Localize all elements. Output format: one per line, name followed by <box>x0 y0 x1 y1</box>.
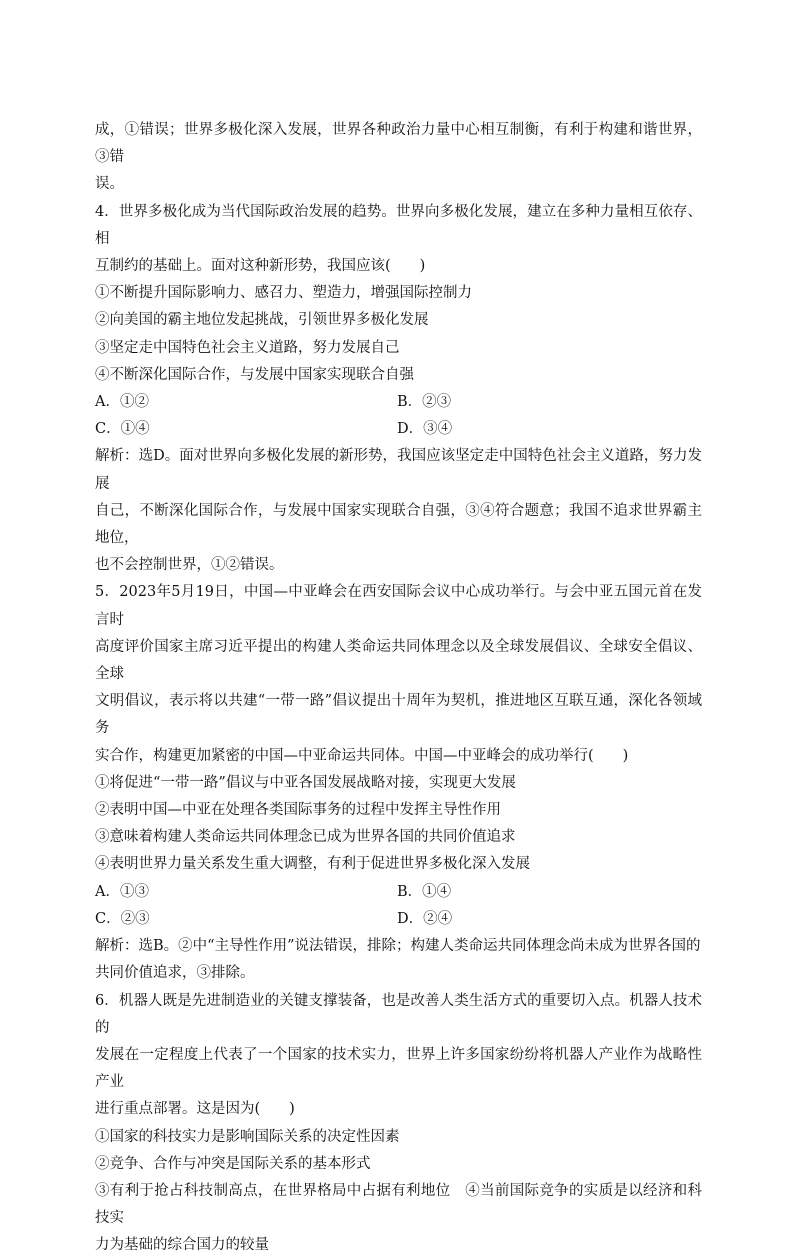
text-line: 互制约的基础上。面对这种新形势，我国应该( ) <box>95 258 426 275</box>
text-paragraph <box>95 307 702 334</box>
text-line: ②表明中国—中亚在处理各类国际事务的过程中发挥主导性作用 <box>95 802 501 819</box>
text-line: 实合作，构建更加紧密的中国—中亚命运共同体。中国—中亚峰会的成功举行( ) <box>95 747 629 764</box>
text-line: 也不会控制世界，①②错误。 <box>95 557 284 574</box>
text-line: 自己，不断深化国际合作，与发展中国家实现联合自强，③④符合题意；我国不追求世界霸主地位， <box>95 502 702 547</box>
answer-option: A．①② <box>95 394 149 411</box>
text-line: 解析：选D。面对世界向多极化发展的新形势，我国应该坚定走中国特色社会主义道路，努力发展 <box>95 448 702 492</box>
text-paragraph <box>95 362 702 389</box>
text-paragraph <box>95 443 702 579</box>
text-line: 解析：选B。②中“主导性作用”说法错误，排除；构建人类命运共同体理念尚未成为世界各国的 <box>95 938 701 955</box>
text-line: ③意味着构建人类命运共同体理念已成为世界各国的共同价值追求 <box>95 829 516 846</box>
text-paragraph <box>95 797 702 824</box>
text-line: 5．2023年5月19日，中国—中亚峰会在西安国际会议中心成功举行。与会中亚五国元首在发言时 <box>95 584 702 628</box>
text-paragraph <box>95 117 702 199</box>
text-line: 4．世界多极化成为当代国际政治发展的趋势。世界向多极化发展，建立在多种力量相互依存、相 <box>95 203 702 247</box>
text-line: ①不断提升国际影响力、感召力、塑造力，增强国际控制力 <box>95 285 472 302</box>
text-paragraph <box>95 851 702 878</box>
text-line: ④表明世界力量关系发生重大调整，有利于促进世界多极化深入发展 <box>95 856 530 873</box>
text-line: 误。 <box>95 176 124 193</box>
answer-options-row <box>95 879 702 906</box>
text-line: ③坚定走中国特色社会主义道路，努力发展自己 <box>95 339 400 356</box>
text-line: ②向美国的霸主地位发起挑战，引领世界多极化发展 <box>95 312 429 329</box>
text-line: 进行重点部署。这是因为( ) <box>95 1101 295 1118</box>
text-line: ②竞争、合作与冲突是国际关系的基本形式 <box>95 1155 371 1172</box>
text-line: 共同价值追求，③排除。 <box>95 965 255 982</box>
text-paragraph <box>95 824 702 851</box>
text-paragraph <box>95 280 702 307</box>
text-paragraph <box>95 988 702 1124</box>
text-line: 成，①错误；世界多极化深入发展，世界各种政治力量中心相互制衡，有利于构建和谐世界，③错 <box>95 122 702 166</box>
answer-option: D．②④ <box>397 910 453 927</box>
text-paragraph <box>95 579 702 769</box>
answer-option: C．①④ <box>95 421 150 438</box>
text-line: ③有利于抢占科技制高点，在世界格局中占据有利地位 ④当前国际竞争的实质是以经济和科技实 <box>95 1182 702 1227</box>
text-line: 力为基础的综合国力的较量 <box>95 1237 269 1254</box>
answer-option: B．②③ <box>397 394 452 411</box>
text-paragraph <box>95 1178 702 1260</box>
answer-option: B．①④ <box>397 883 452 900</box>
answer-options-row <box>95 906 702 933</box>
document-body <box>95 117 702 1260</box>
text-line: 6．机器人既是先进制造业的关键支撑装备，也是改善人类生活方式的重要切入点。机器人技术的 <box>95 992 702 1036</box>
text-line: 高度评价国家主席习近平提出的构建人类命运共同体理念以及全球发展倡议、全球安全倡议、全球 <box>95 638 702 683</box>
answer-options-row <box>95 389 702 416</box>
text-line: ④不断深化国际合作，与发展中国家实现联合自强 <box>95 366 414 383</box>
answer-option: A．①③ <box>95 883 149 900</box>
text-paragraph <box>95 1151 702 1178</box>
text-paragraph <box>95 199 702 281</box>
text-line: 发展在一定程度上代表了一个国家的技术实力，世界上许多国家纷纷将机器人产业作为战略性产业 <box>95 1046 702 1091</box>
text-line: 文明倡议，表示将以共建“一带一路”倡议提出十周年为契机，推进地区互联互通，深化各领域务 <box>95 693 702 737</box>
text-line: ①将促进“一带一路”倡议与中亚各国发展战略对接，实现更大发展 <box>95 774 516 791</box>
text-paragraph <box>95 770 702 797</box>
answer-option: C．②③ <box>95 910 150 927</box>
answer-option: D．③④ <box>397 421 453 438</box>
text-paragraph <box>95 335 702 362</box>
text-line: ①国家的科技实力是影响国际关系的决定性因素 <box>95 1128 400 1145</box>
text-paragraph <box>95 933 702 987</box>
text-paragraph <box>95 1124 702 1151</box>
answer-options-row <box>95 416 702 443</box>
